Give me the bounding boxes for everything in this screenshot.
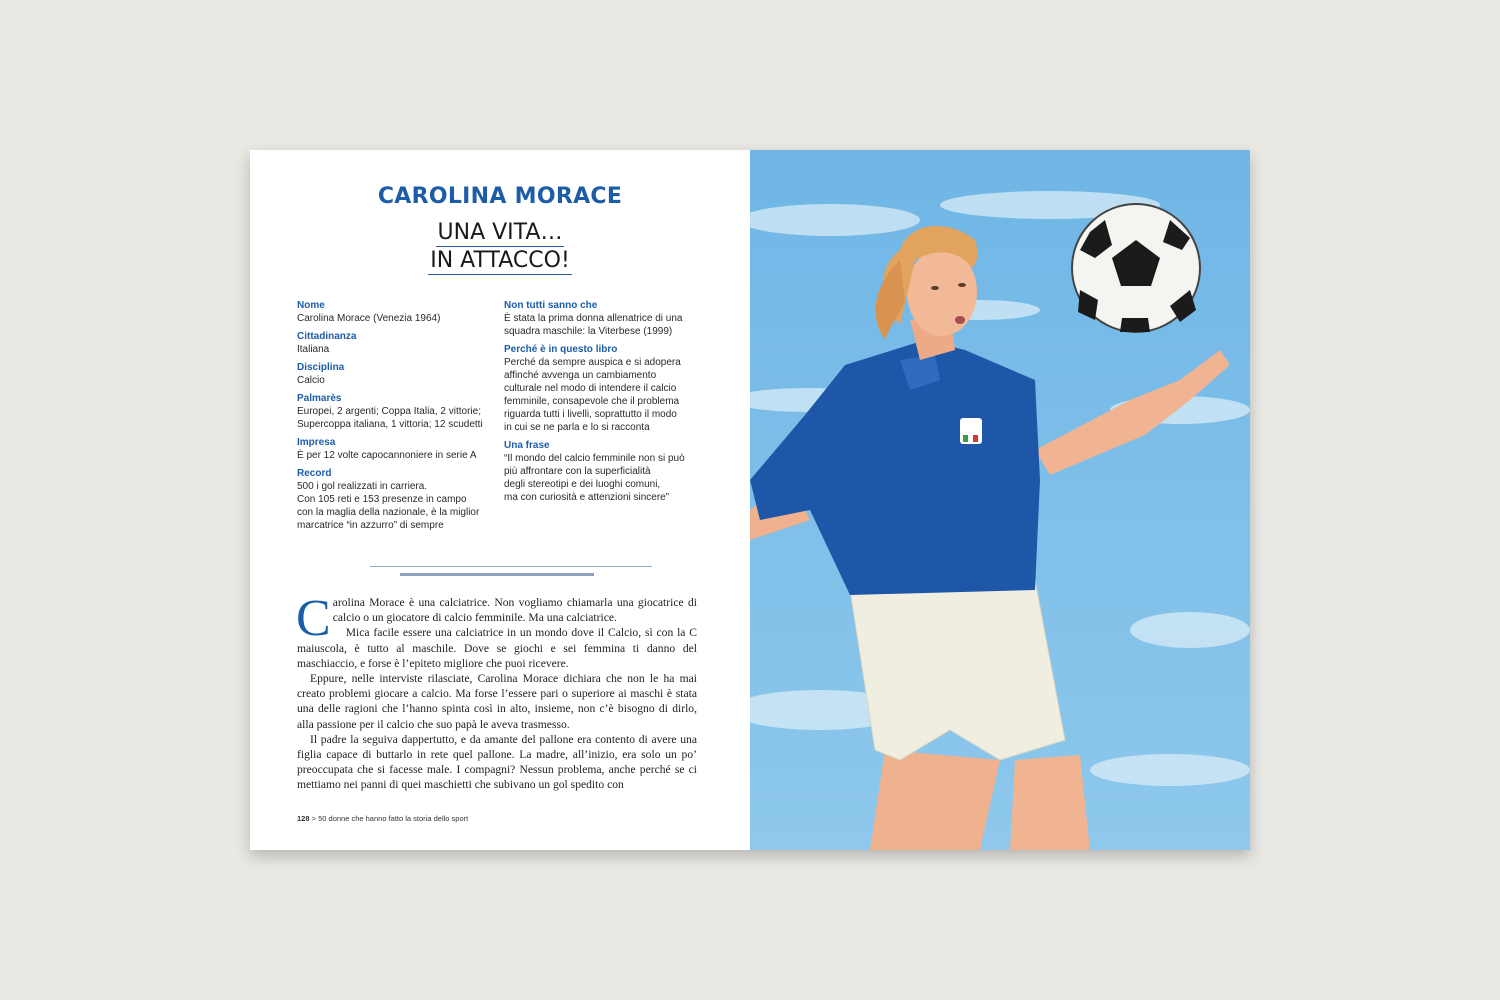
drop-cap: C: [296, 590, 331, 647]
fact-value-line: squadra maschile: la Viterbese (1999): [504, 326, 673, 337]
fact-value-line: Carolina Morace (Venezia 1964): [297, 313, 441, 324]
left-page: [250, 150, 750, 850]
fact-value-line: ma con curiosità e attenzioni sincere”: [504, 492, 670, 503]
fact-value-line: in cui se ne parla e lo si racconta: [504, 422, 650, 433]
fact-value-line: “Il mondo del calcio femminile non si può: [504, 453, 685, 464]
article-body: [296, 590, 697, 793]
fact-value-line: femminile, consapevole che il problema: [504, 396, 680, 407]
fact-label: Impresa: [297, 437, 336, 448]
fact-label: Palmarès: [297, 393, 342, 404]
fact-label: Nome: [297, 300, 325, 311]
facts-column-right: [504, 299, 704, 504]
fact-value-line: culturale nel modo di intendere il calcio: [504, 383, 677, 394]
page-number: 128: [297, 814, 310, 823]
book-title: 50 donne che hanno fatto la storia dello sport: [318, 814, 469, 823]
fact-value-line: riguarda tutti i livelli, soprattutto il modo: [504, 409, 677, 420]
fact-label: Disciplina: [297, 362, 345, 373]
fact-value-line: con la maglia della nazionale, è la miglior: [297, 507, 480, 518]
separator-thin: [370, 566, 652, 567]
shorts: [850, 580, 1065, 760]
book-spread: [250, 150, 1250, 850]
page-footer: [297, 814, 468, 823]
paragraph-text: arolina Morace è una calciatrice. Non vogliamo chiamarla una giocatrice di calcio o un giocatore di calcio femminile. Ma una calciatrice.: [332, 596, 697, 625]
fact-value-line: È per 12 volte capocannoniere in serie A: [297, 450, 477, 461]
article-paragraph: [297, 732, 697, 793]
legs: [870, 750, 1000, 850]
paragraph-text: Mica facile essere una calciatrice in un mondo dove il Calcio, sì con la C maiuscola, è tutto al maschile. Dove se giochi e sei femmina ti danno del maschiaccio, e forse è l’epiteto migliore che puoi ricevere.: [297, 626, 697, 670]
paragraph-text: Il padre la seguiva dappertutto, e da amante del pallone era contento di avere una figlia capace di buttarlo in rete quel pallone. La madre, all’inizio, era solo un po’ preoccupata che si facesse male. I compagni? Nessun problema, anche perché se ci mettiamo nei panni di quei maschietti che subivano un gol spedito con: [297, 732, 697, 792]
article-paragraph: [296, 590, 697, 647]
fact-value-line: più affrontare con la superficialità: [504, 466, 651, 477]
fact-value-line: 500 i gol realizzati in carriera.: [297, 481, 428, 492]
article-paragraph: [297, 671, 697, 732]
article-paragraph: [297, 625, 697, 671]
fact-value-line: marcatrice “in azzurro” di sempre: [297, 520, 444, 531]
footballer-illustration: [750, 150, 1250, 850]
fact-value-line: È stata la prima donna allenatrice di una: [504, 313, 683, 324]
right-page-illustration: [750, 150, 1250, 850]
separator-thick: [400, 573, 594, 576]
fact-label: Record: [297, 468, 332, 479]
subtitle-line-2: IN ATTACCO!: [430, 248, 570, 273]
fact-label: Cittadinanza: [297, 331, 357, 342]
fact-value-line: affinché avvenga un cambiamento: [504, 370, 657, 381]
footer-separator: >: [311, 814, 316, 823]
page-title: CAROLINA MORACE: [377, 184, 623, 209]
fact-value-line: Supercoppa italiana, 1 vittoria; 12 scudetti: [297, 419, 483, 430]
fact-label: Una frase: [504, 440, 550, 451]
fact-label: Perché è in questo libro: [504, 344, 618, 355]
fact-label: Non tutti sanno che: [504, 300, 598, 311]
fact-value-line: Perché da sempre auspica e si adopera: [504, 357, 681, 368]
fact-value-line: degli stereotipi e dei luoghi comuni,: [504, 479, 661, 490]
fact-value-line: Italiana: [297, 344, 330, 355]
paragraph-text: Eppure, nelle interviste rilasciate, Carolina Morace dichiara che non le ha mai creato problemi giocare a calcio. Ma forse l’essere pari o superiore ai maschi è stata una delle ragioni che l’hanno spinta così in alto, insieme, non c’è bisogno di dirlo, alla passione per il calcio che suo papà le aveva trasmesso.: [297, 672, 697, 731]
facts-column-left: [297, 299, 497, 532]
fact-value-line: Con 105 reti e 153 presenze in campo: [297, 494, 467, 505]
fact-value-line: Calcio: [297, 375, 325, 386]
subtitle-line-1: UNA VITA…: [437, 220, 563, 245]
soccer-ball: [1072, 204, 1200, 332]
fact-value-line: Europei, 2 argenti; Coppa Italia, 2 vittorie;: [297, 406, 481, 417]
